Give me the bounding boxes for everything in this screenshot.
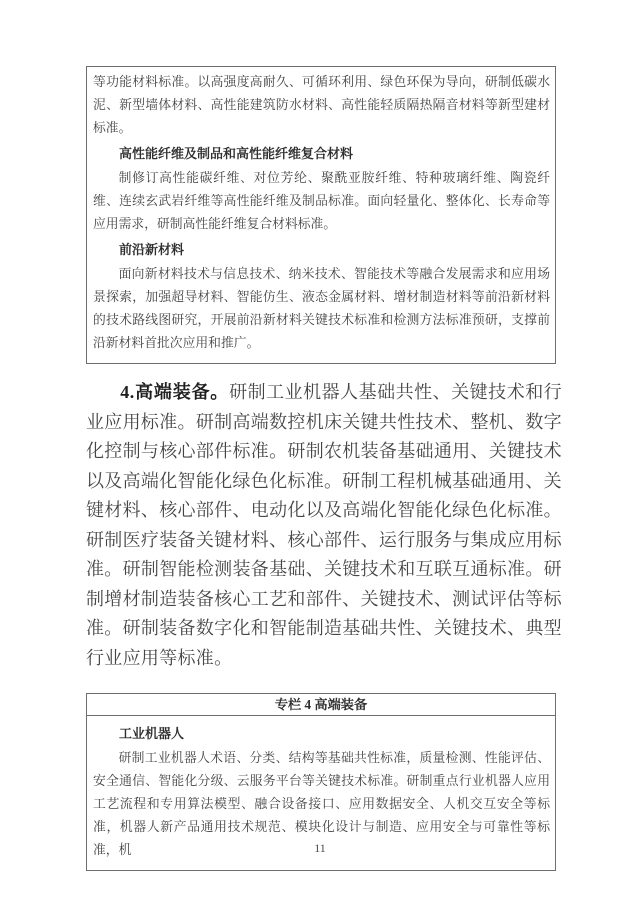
content-column xyxy=(86,66,562,871)
section-4-text: 研制工业机器人基础共性、关键技术和行业应用标准。研制高端数控机床关键共性技术、整机、数字化控制与核心部件标准。研制农机装备基础通用、关键技术以及高端化智能化绿色化标准。研制工程机械基础通用、关键材料、核心部件、电动化以及高端化智能化绿色化标准。研制医疗装备关键材料、核心部件、运行服务与集成应用标准。研制智能检测装备基础、关键技术和互联互通标准。研制增材制造装备核心工艺和部件、关键技术、测试评估等标准。研制装备数字化和智能制造基础共性、关键技术、典型行业应用等标准。 xyxy=(86,382,562,668)
section-4-lead: 4.高端装备。 xyxy=(120,382,230,402)
high-performance-fibers-paragraph: 制修订高性能碳纤维、对位芳纶、聚酰亚胺纤维、特种玻璃纤维、陶瓷纤维、连续玄武岩纤维等高性能纤维及制品标准。面向轻量化、整体化、长寿命等应用需求，研制高性能纤维复合材料标准。 xyxy=(93,171,550,231)
new-materials-panel-body xyxy=(87,67,555,363)
section-4-paragraph xyxy=(86,378,562,673)
frontier-materials-paragraph: 面向新材料技术与信息技术、纳米技术、智能技术等融合发展需求和应用场景探索，加强超导材料、智能仿生、液态金属材料、增材制造材料等前沿新材料的技术路线图研究，开展前沿新材料关键技术标准和检测方法标准预研，支撑前沿新材料首批次应用和推广。 xyxy=(93,267,550,350)
column-4-title: 专栏 4 高端装备 xyxy=(87,694,555,716)
industrial-robots-paragraph: 研制工业机器人术语、分类、结构等基础共性标准，质量检测、性能评估、安全通信、智能化分级、云服务平台等关键技术标准。研制重点行业机器人应用工艺流程和专用算法模型、融合设备接口、应用数据安全、人机交互安全等标准，机器人新产品通用技术规范、模块化设计与制造、应用安全与可靠性等标准，机 xyxy=(93,751,550,857)
industrial-robots-heading: 工业机器人 xyxy=(119,726,185,741)
new-materials-panel xyxy=(86,66,556,364)
page-number: 11 xyxy=(314,841,326,855)
high-performance-fibers-heading: 高性能纤维及制品和高性能纤维复合材料 xyxy=(119,146,354,161)
materials-continuation-paragraph: 等功能材料标准。以高强度高耐久、可循环利用、绿色环保为导向，研制低碳水泥、新型墙体材料、高性能建筑防水材料、高性能轻质隔热隔音材料等新型建材标准。 xyxy=(93,75,550,135)
frontier-materials-heading: 前沿新材料 xyxy=(119,242,185,257)
